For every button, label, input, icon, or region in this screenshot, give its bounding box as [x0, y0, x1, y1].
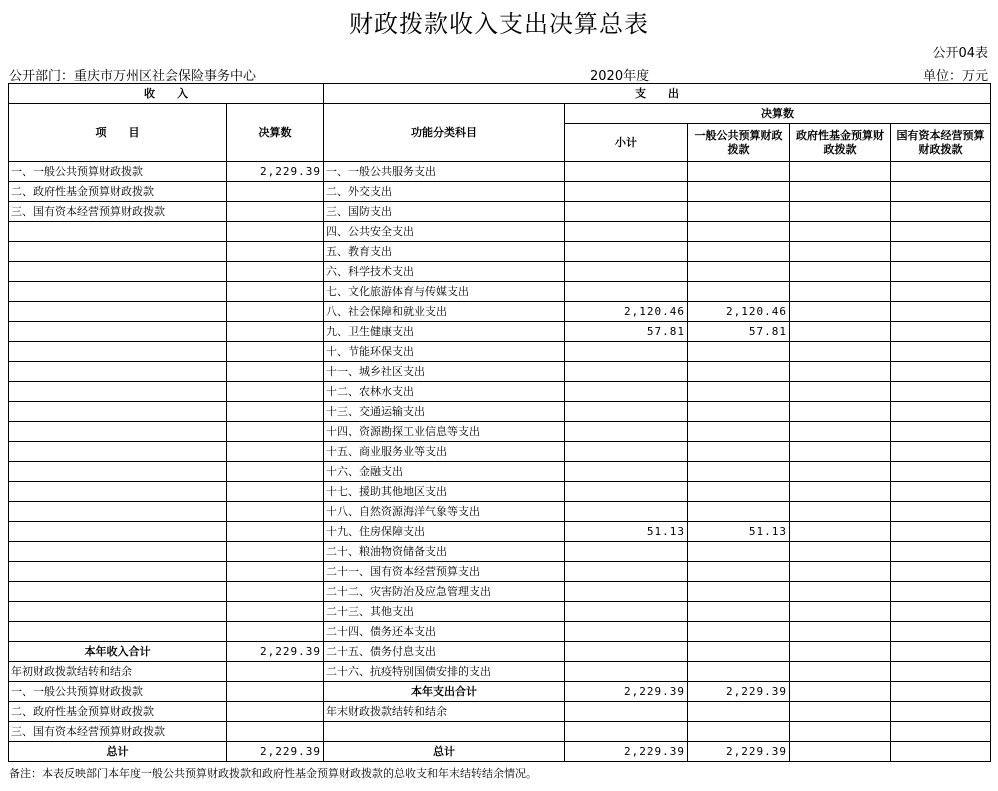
- income-amount-cell: [227, 402, 324, 422]
- table-row: [9, 242, 991, 262]
- state-capital-cell: [891, 582, 991, 602]
- general-budget-cell: [688, 162, 790, 182]
- general-budget-cell: 57.81: [688, 322, 790, 342]
- state-capital-cell: [891, 402, 991, 422]
- state-capital-cell: [891, 642, 991, 662]
- column-header-item: 项 目: [9, 104, 227, 162]
- gov-fund-cell: [790, 302, 891, 322]
- gov-fund-cell: [790, 642, 891, 662]
- subtotal-cell: [565, 602, 688, 622]
- state-capital-cell: [891, 662, 991, 682]
- budget-table: [8, 83, 991, 762]
- subtotal-cell: 2,229.39: [565, 742, 688, 762]
- expenditure-item-cell: 二十、粮油物资储备支出: [324, 542, 565, 562]
- expenditure-item-cell: 四、公共安全支出: [324, 222, 565, 242]
- subtotal-cell: [565, 202, 688, 222]
- subtotal-cell: [565, 662, 688, 682]
- state-capital-cell: [891, 362, 991, 382]
- general-budget-cell: [688, 562, 790, 582]
- income-amount-cell: [227, 622, 324, 642]
- gov-fund-cell: [790, 262, 891, 282]
- state-capital-cell: [891, 442, 991, 462]
- column-header-gov-fund: 政府性基金预算财政拨款: [790, 124, 891, 162]
- general-budget-cell: 2,120.46: [688, 302, 790, 322]
- table-row: [9, 422, 991, 442]
- subtotal-cell: [565, 242, 688, 262]
- income-amount-cell: [227, 702, 324, 722]
- state-capital-cell: [891, 482, 991, 502]
- income-amount-cell: [227, 502, 324, 522]
- general-budget-cell: [688, 622, 790, 642]
- expenditure-item-cell: 二十一、国有资本经营预算支出: [324, 562, 565, 582]
- expenditure-item-cell: 十九、住房保障支出: [324, 522, 565, 542]
- general-budget-cell: [688, 202, 790, 222]
- table-row: [9, 542, 991, 562]
- state-capital-cell: [891, 622, 991, 642]
- income-item-cell: [9, 442, 227, 462]
- gov-fund-cell: [790, 662, 891, 682]
- expenditure-item-cell: [324, 722, 565, 742]
- income-item-cell: [9, 282, 227, 302]
- income-amount-cell: [227, 662, 324, 682]
- subtotal-cell: [565, 342, 688, 362]
- expenditure-item-cell: 五、教育支出: [324, 242, 565, 262]
- income-item-cell: 一、一般公共预算财政拨款: [9, 682, 227, 702]
- income-item-cell: 三、国有资本经营预算财政拨款: [9, 722, 227, 742]
- income-amount-cell: [227, 562, 324, 582]
- income-item-cell: [9, 302, 227, 322]
- subtotal-cell: [565, 482, 688, 502]
- gov-fund-cell: [790, 542, 891, 562]
- general-budget-cell: [688, 442, 790, 462]
- gov-fund-cell: [790, 282, 891, 302]
- unit-label: 单位：万元: [922, 69, 988, 84]
- expenditure-item-cell: 九、卫生健康支出: [324, 322, 565, 342]
- report-title: 财政拨款收入支出决算总表: [349, 10, 649, 38]
- state-capital-cell: [891, 462, 991, 482]
- income-item-cell: 本年收入合计: [9, 642, 227, 662]
- table-row: [9, 322, 991, 342]
- income-amount-cell: [227, 602, 324, 622]
- state-capital-cell: [891, 602, 991, 622]
- income-amount-cell: [227, 682, 324, 702]
- general-budget-cell: 51.13: [688, 522, 790, 542]
- income-item-cell: [9, 262, 227, 282]
- expenditure-item-cell: 本年支出合计: [324, 682, 565, 702]
- state-capital-cell: [891, 682, 991, 702]
- department-label: 公开部门：重庆市万州区社会保险事务中心: [9, 69, 257, 84]
- gov-fund-cell: [790, 222, 891, 242]
- income-amount-cell: [227, 422, 324, 442]
- state-capital-cell: [891, 322, 991, 342]
- state-capital-cell: [891, 262, 991, 282]
- expenditure-item-cell: 二十六、抗疫特别国债安排的支出: [324, 662, 565, 682]
- gov-fund-cell: [790, 742, 891, 762]
- gov-fund-cell: [790, 242, 891, 262]
- general-budget-cell: 2,229.39: [688, 682, 790, 702]
- income-item-cell: [9, 522, 227, 542]
- table-row: [9, 642, 991, 662]
- income-item-cell: [9, 222, 227, 242]
- expenditure-item-cell: 七、文化旅游体育与传媒支出: [324, 282, 565, 302]
- gov-fund-cell: [790, 722, 891, 742]
- income-amount-cell: [227, 242, 324, 262]
- table-row: [9, 162, 991, 182]
- income-item-cell: 年初财政拨款结转和结余: [9, 662, 227, 682]
- subtotal-cell: 2,120.46: [565, 302, 688, 322]
- income-item-cell: [9, 482, 227, 502]
- expenditure-item-cell: 十五、商业服务业等支出: [324, 442, 565, 462]
- general-budget-cell: [688, 722, 790, 742]
- state-capital-cell: [891, 702, 991, 722]
- income-item-cell: [9, 242, 227, 262]
- footnote: 备注：本表反映部门本年度一般公共预算财政拨款和政府性基金预算财政拨款的总收支和年末结转结余情况。: [9, 767, 537, 780]
- state-capital-cell: [891, 342, 991, 362]
- subtotal-cell: 57.81: [565, 322, 688, 342]
- state-capital-cell: [891, 722, 991, 742]
- expenditure-item-cell: 三、国防支出: [324, 202, 565, 222]
- gov-fund-cell: [790, 582, 891, 602]
- income-amount-cell: [227, 342, 324, 362]
- expenditure-item-cell: 六、科学技术支出: [324, 262, 565, 282]
- subtotal-cell: [565, 462, 688, 482]
- income-item-cell: [9, 622, 227, 642]
- income-amount-cell: 2,229.39: [227, 642, 324, 662]
- column-header-state-capital: 国有资本经营预算财政拨款: [891, 124, 991, 162]
- income-section-header: 收 入: [9, 84, 324, 104]
- gov-fund-cell: [790, 182, 891, 202]
- subtotal-cell: [565, 702, 688, 722]
- state-capital-cell: [891, 162, 991, 182]
- income-item-cell: [9, 322, 227, 342]
- income-item-cell: [9, 542, 227, 562]
- income-amount-cell: [227, 442, 324, 462]
- general-budget-cell: [688, 642, 790, 662]
- gov-fund-cell: [790, 502, 891, 522]
- income-amount-cell: [227, 582, 324, 602]
- table-row: [9, 302, 991, 322]
- column-header-final-amount-group: 决算数: [565, 104, 991, 124]
- income-item-cell: [9, 462, 227, 482]
- general-budget-cell: [688, 702, 790, 722]
- income-item-cell: [9, 582, 227, 602]
- gov-fund-cell: [790, 402, 891, 422]
- column-header-general-budget: 一般公共预算财政拨款: [688, 124, 790, 162]
- expenditure-item-cell: 十、节能环保支出: [324, 342, 565, 362]
- table-row: [9, 282, 991, 302]
- income-amount-cell: [227, 462, 324, 482]
- subtotal-cell: [565, 642, 688, 662]
- income-amount-cell: [227, 362, 324, 382]
- state-capital-cell: [891, 282, 991, 302]
- gov-fund-cell: [790, 562, 891, 582]
- subtotal-cell: [565, 722, 688, 742]
- table-row: [9, 682, 991, 702]
- gov-fund-cell: [790, 462, 891, 482]
- general-budget-cell: [688, 462, 790, 482]
- general-budget-cell: [688, 582, 790, 602]
- expenditure-item-cell: 二、外交支出: [324, 182, 565, 202]
- expenditure-item-cell: 二十五、债务付息支出: [324, 642, 565, 662]
- gov-fund-cell: [790, 522, 891, 542]
- table-row: [9, 382, 991, 402]
- income-item-cell: [9, 502, 227, 522]
- subtotal-cell: [565, 182, 688, 202]
- income-amount-cell: [227, 522, 324, 542]
- general-budget-cell: [688, 482, 790, 502]
- expenditure-section-header: 支 出: [324, 84, 991, 104]
- subtotal-cell: [565, 282, 688, 302]
- fiscal-year: 2020年度: [590, 69, 650, 84]
- gov-fund-cell: [790, 342, 891, 362]
- general-budget-cell: [688, 222, 790, 242]
- table-row: [9, 362, 991, 382]
- income-amount-cell: [227, 302, 324, 322]
- table-row: [9, 182, 991, 202]
- table-row: [9, 562, 991, 582]
- subtotal-cell: [565, 562, 688, 582]
- general-budget-cell: [688, 342, 790, 362]
- gov-fund-cell: [790, 202, 891, 222]
- state-capital-cell: [891, 382, 991, 402]
- expenditure-item-cell: 十二、农林水支出: [324, 382, 565, 402]
- subtotal-cell: [565, 622, 688, 642]
- general-budget-cell: [688, 662, 790, 682]
- general-budget-cell: 2,229.39: [688, 742, 790, 762]
- general-budget-cell: [688, 362, 790, 382]
- general-budget-cell: [688, 502, 790, 522]
- table-row: [9, 722, 991, 742]
- income-item-cell: 总计: [9, 742, 227, 762]
- subtotal-cell: 51.13: [565, 522, 688, 542]
- expenditure-item-cell: 二十三、其他支出: [324, 602, 565, 622]
- table-row: [9, 622, 991, 642]
- expenditure-item-cell: 十八、自然资源海洋气象等支出: [324, 502, 565, 522]
- expenditure-item-cell: 二十四、债务还本支出: [324, 622, 565, 642]
- income-amount-cell: [227, 722, 324, 742]
- state-capital-cell: [891, 502, 991, 522]
- subtotal-cell: [565, 402, 688, 422]
- income-item-cell: 二、政府性基金预算财政拨款: [9, 702, 227, 722]
- subtotal-cell: [565, 542, 688, 562]
- general-budget-cell: [688, 242, 790, 262]
- income-item-cell: 二、政府性基金预算财政拨款: [9, 182, 227, 202]
- gov-fund-cell: [790, 482, 891, 502]
- general-budget-cell: [688, 282, 790, 302]
- state-capital-cell: [891, 562, 991, 582]
- general-budget-cell: [688, 542, 790, 562]
- state-capital-cell: [891, 182, 991, 202]
- income-item-cell: [9, 342, 227, 362]
- state-capital-cell: [891, 542, 991, 562]
- income-item-cell: [9, 602, 227, 622]
- general-budget-cell: [688, 262, 790, 282]
- expenditure-item-cell: 十四、资源勘探工业信息等支出: [324, 422, 565, 442]
- table-row: [9, 702, 991, 722]
- state-capital-cell: [891, 742, 991, 762]
- general-budget-cell: [688, 402, 790, 422]
- table-row: [9, 662, 991, 682]
- state-capital-cell: [891, 422, 991, 442]
- column-header-final-amount: 决算数: [227, 104, 324, 162]
- table-row: [9, 202, 991, 222]
- subtotal-cell: [565, 362, 688, 382]
- income-item-cell: 三、国有资本经营预算财政拨款: [9, 202, 227, 222]
- income-amount-cell: [227, 182, 324, 202]
- table-row: [9, 222, 991, 242]
- subtotal-cell: [565, 262, 688, 282]
- expenditure-item-cell: 年末财政拨款结转和结余: [324, 702, 565, 722]
- subtotal-cell: [565, 162, 688, 182]
- income-amount-cell: [227, 322, 324, 342]
- income-item-cell: [9, 562, 227, 582]
- gov-fund-cell: [790, 162, 891, 182]
- subtotal-cell: 2,229.39: [565, 682, 688, 702]
- income-amount-cell: 2,229.39: [227, 742, 324, 762]
- income-amount-cell: [227, 202, 324, 222]
- expenditure-item-cell: 八、社会保障和就业支出: [324, 302, 565, 322]
- subtotal-cell: [565, 582, 688, 602]
- table-row: [9, 442, 991, 462]
- gov-fund-cell: [790, 362, 891, 382]
- general-budget-cell: [688, 602, 790, 622]
- gov-fund-cell: [790, 442, 891, 462]
- income-amount-cell: [227, 482, 324, 502]
- subtotal-cell: [565, 222, 688, 242]
- income-amount-cell: 2,229.39: [227, 162, 324, 182]
- table-row: [9, 582, 991, 602]
- column-header-function-category: 功能分类科目: [324, 104, 565, 162]
- gov-fund-cell: [790, 682, 891, 702]
- state-capital-cell: [891, 202, 991, 222]
- table-row: [9, 502, 991, 522]
- expenditure-item-cell: 十六、金融支出: [324, 462, 565, 482]
- income-item-cell: [9, 382, 227, 402]
- state-capital-cell: [891, 522, 991, 542]
- income-item-cell: [9, 362, 227, 382]
- general-budget-cell: [688, 382, 790, 402]
- column-header-subtotal: 小计: [565, 124, 688, 162]
- subtotal-cell: [565, 382, 688, 402]
- expenditure-item-cell: 十三、交通运输支出: [324, 402, 565, 422]
- income-item-cell: [9, 402, 227, 422]
- table-row: [9, 462, 991, 482]
- expenditure-item-cell: 总计: [324, 742, 565, 762]
- expenditure-item-cell: 十七、援助其他地区支出: [324, 482, 565, 502]
- subtotal-cell: [565, 422, 688, 442]
- income-amount-cell: [227, 222, 324, 242]
- table-row: [9, 742, 991, 762]
- gov-fund-cell: [790, 602, 891, 622]
- income-item-cell: [9, 422, 227, 442]
- state-capital-cell: [891, 242, 991, 262]
- table-row: [9, 262, 991, 282]
- gov-fund-cell: [790, 382, 891, 402]
- state-capital-cell: [891, 222, 991, 242]
- income-amount-cell: [227, 382, 324, 402]
- income-amount-cell: [227, 282, 324, 302]
- table-row: [9, 522, 991, 542]
- expenditure-item-cell: 二十二、灾害防治及应急管理支出: [324, 582, 565, 602]
- income-amount-cell: [227, 262, 324, 282]
- gov-fund-cell: [790, 322, 891, 342]
- expenditure-item-cell: 一、一般公共服务支出: [324, 162, 565, 182]
- table-row: [9, 402, 991, 422]
- state-capital-cell: [891, 302, 991, 322]
- income-amount-cell: [227, 542, 324, 562]
- general-budget-cell: [688, 422, 790, 442]
- income-item-cell: 一、一般公共预算财政拨款: [9, 162, 227, 182]
- table-row: [9, 602, 991, 622]
- gov-fund-cell: [790, 422, 891, 442]
- table-row: [9, 482, 991, 502]
- table-row: [9, 342, 991, 362]
- subtotal-cell: [565, 502, 688, 522]
- gov-fund-cell: [790, 702, 891, 722]
- expenditure-item-cell: 十一、城乡社区支出: [324, 362, 565, 382]
- form-code: 公开04表: [932, 46, 988, 61]
- subtotal-cell: [565, 442, 688, 462]
- gov-fund-cell: [790, 622, 891, 642]
- general-budget-cell: [688, 182, 790, 202]
